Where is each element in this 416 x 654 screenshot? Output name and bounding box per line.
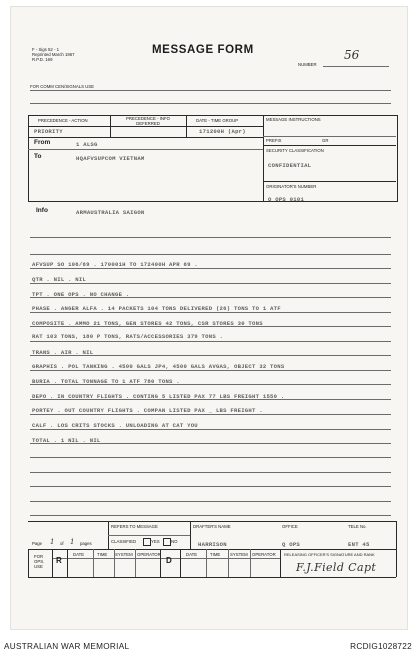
office-value: Q OPS — [282, 541, 301, 548]
ruled-line — [30, 341, 391, 342]
office-label: OFFICE — [282, 524, 298, 529]
releasing-label: RELEASING OFFICER'S SIGNATURE AND RANK — [284, 552, 375, 557]
body-line: AFVSUP SO 106/69 . 170001H TO 172400H APR 69 . — [32, 261, 198, 268]
page-number: 1 — [50, 538, 55, 546]
ops-right-edge — [396, 521, 397, 577]
security-label: SECURITY CLASSIFICATION — [266, 148, 324, 153]
ruled-line — [30, 457, 391, 458]
body-line: DEPO . IN COUNTRY FLIGHTS . CONTING 5 LISTED PAX 77 LBS FREIGHT 1550 . — [32, 393, 285, 400]
from-divider — [28, 149, 263, 150]
ops-divider — [52, 549, 53, 577]
no-label: NO — [171, 539, 178, 544]
pages-total: 1 — [70, 538, 75, 546]
refers-right-divider — [190, 521, 191, 549]
body-line: PORTEY . OUT COUNTRY FLIGHTS . COMPAN LISTED PAX _ LBS FREIGHT . — [32, 407, 263, 414]
originator-value: Q OPS 0101 — [268, 196, 305, 203]
d-date-label: DATE — [186, 552, 198, 557]
classified-label: CLASSIFIED — [111, 539, 137, 544]
d-system-label: SYSTEM — [230, 552, 248, 557]
ruled-line — [30, 254, 391, 255]
d-time-divider — [228, 549, 229, 577]
body-line: PHASE . ANGER ALFA . 14 PACKETS 104 TONS DELIVERED (26) TONS TO 1 ATF — [32, 305, 281, 312]
dtg-label: DATE - TIME GROUP — [196, 118, 239, 123]
footer-id: RCDIG1028722 — [350, 642, 412, 651]
drafter-label: DRAFTER'S NAME — [193, 524, 231, 529]
form-title: MESSAGE FORM — [152, 44, 254, 56]
releasing-officer-signature: F.J.Field Capt — [296, 561, 377, 574]
pages-label: pages — [80, 541, 92, 546]
ruled-line — [30, 237, 391, 238]
classified-no-checkbox[interactable] — [163, 538, 171, 546]
ruled-line — [30, 414, 391, 415]
body-line: TPT . ONE OPS . NO CHANGE . — [32, 291, 130, 298]
dtg-value: 171200H (Apr) — [199, 128, 246, 135]
ruled-line — [30, 370, 391, 371]
refers-divider — [108, 535, 190, 536]
r-system-divider — [135, 549, 136, 577]
ruled-line — [30, 283, 391, 284]
footer-source: AUSTRALIAN WAR MEMORIAL — [4, 642, 130, 651]
r-operator-label: OPERATOR — [137, 552, 161, 557]
classified-yes-checkbox[interactable] — [143, 538, 151, 546]
ruled-line — [30, 472, 391, 473]
header-col-divider-2 — [186, 115, 187, 137]
yes-label: YES — [151, 539, 160, 544]
ops-top-rule — [28, 549, 396, 550]
ruled-line — [30, 429, 391, 430]
info-label: Info — [36, 207, 48, 214]
body-line: BURIA . TOTAL TONNAGE TO 1 ATF 780 TONS . — [32, 378, 180, 385]
header-value-divider — [28, 137, 263, 138]
instructions-label: MESSAGE INSTRUCTIONS — [266, 117, 321, 122]
r-time-label: TIME — [97, 552, 108, 557]
number-value: 56 — [344, 48, 360, 62]
ops-bottom-rule — [28, 577, 396, 578]
of-label: of — [60, 541, 64, 546]
header-right-divider — [263, 115, 264, 201]
prefix-divider — [263, 136, 396, 137]
r-system-label: SYSTEM — [115, 552, 133, 557]
originator-divider — [263, 181, 396, 182]
tele-value: ENT 45 — [348, 541, 370, 548]
security-value: CONFIDENTIAL — [268, 162, 312, 169]
precedence-action-label: PRECEDENCE - ACTION — [38, 118, 88, 123]
body-line: TRANS . AIR . NIL — [32, 349, 94, 356]
tele-label: TELE No. — [348, 524, 367, 529]
ruled-line — [30, 312, 391, 313]
body-line: RAT 103 TONS, 180 P TONS, RATS/ACCESSORIES 379 TONS . — [32, 333, 224, 340]
for-ops-label: FOR OPS. USE — [34, 554, 45, 570]
to-label: To — [34, 153, 42, 160]
number-label: NUMBER — [298, 62, 317, 67]
info-value: ARMAUSTRALIA SAIGON — [76, 209, 145, 216]
bottom-top-rule — [28, 521, 396, 522]
d-divider — [180, 549, 181, 577]
form-code-line3: R.P.D. 169 — [32, 57, 53, 62]
form-code-line1: F - Sigs 52 - 1 — [32, 47, 59, 52]
body-line: CALF . LOS CRITS STOCKS . UNLOADING AT CAT YOU — [32, 422, 198, 429]
comm-cen-line-2 — [30, 103, 391, 104]
from-label: From — [34, 139, 51, 146]
body-line: QTR . NIL . NIL — [32, 276, 87, 283]
prefix-label: PREFIX — [266, 138, 282, 143]
ops-left-edge — [28, 549, 29, 577]
page-label: Page — [32, 541, 43, 546]
precedence-action-value: PRIORITY — [34, 128, 63, 135]
precedence-info-label: PRECEDENCE - INFO DEFERRED — [126, 116, 170, 126]
body-line: COMPOSITE . AMMO 21 TONS, GEN STORES 42 TONS, CSR STORES 30 TONS — [32, 320, 263, 327]
refers-label: REFERS TO MESSAGE — [111, 524, 158, 529]
number-underline — [323, 66, 389, 67]
d-date-divider — [206, 549, 207, 577]
body-line: GRAPHIS . POL TANKING . 4500 GALS JP4, 4500 GALS AVGAS, OBJECT 32 TONS — [32, 363, 285, 370]
comm-cen-line-1 — [30, 90, 391, 91]
r-label: R — [56, 556, 62, 565]
gr-label: GR — [322, 138, 329, 143]
ruled-line — [30, 501, 391, 502]
ruled-line — [30, 268, 391, 269]
releasing-divider — [280, 549, 281, 577]
body-line: TOTAL . 1 NIL . NIL — [32, 437, 101, 444]
r-date-divider — [93, 549, 94, 577]
header-col-divider-1 — [110, 115, 111, 137]
to-value: HQAFVSUPCOM VIETNAM — [76, 155, 145, 162]
form-code-line2: Reprinted March 1967 — [32, 52, 75, 57]
from-value: 1 ALSG — [76, 141, 98, 148]
message-form-sheet — [10, 6, 408, 630]
d-operator-label: OPERATOR — [252, 552, 276, 557]
header-label-divider — [28, 126, 263, 127]
r-date-label: DATE — [73, 552, 85, 557]
ruled-line — [30, 515, 391, 516]
comm-cen-label: FOR COMM CEN/SIGNALS USE — [30, 84, 94, 89]
ruled-line — [30, 486, 391, 487]
drafter-value: HARRISON — [198, 541, 227, 548]
security-divider — [263, 145, 396, 146]
d-time-label: TIME — [210, 552, 221, 557]
r-divider — [67, 549, 68, 577]
originator-label: ORIGINATOR'S NUMBER — [266, 184, 317, 189]
d-system-divider — [250, 549, 251, 577]
d-label: D — [166, 556, 172, 565]
